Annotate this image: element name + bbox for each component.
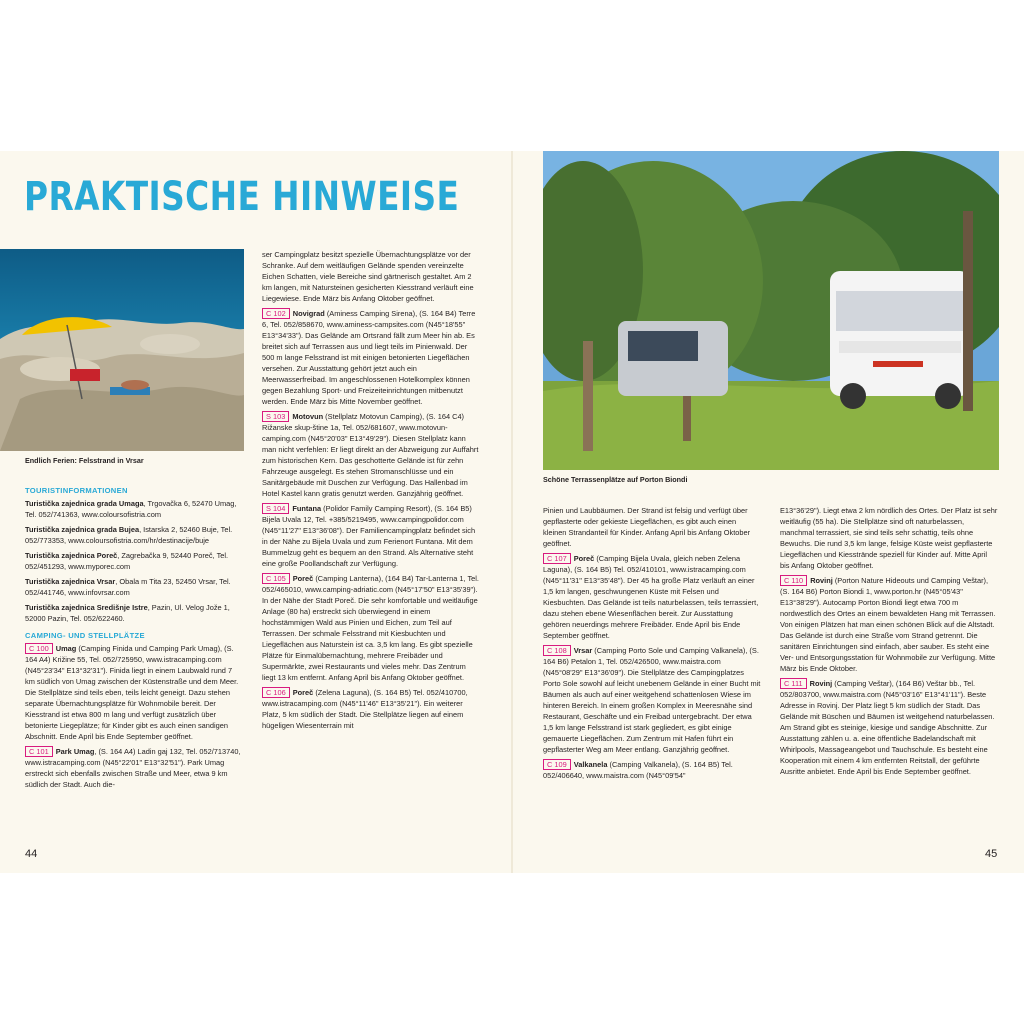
beach-photo [0, 249, 244, 451]
column-1 [25, 485, 243, 794]
camp-entry-c108: C 108 Vrsar (Camping Porto Sole und Camping Valkanela), (S. 164 B6) Petalon 1, Tel. 052/426500, www.maistra.com (N45°08'29" E13°36'09"). Die Stellplätze des Campingplatzes Porto Sole sowohl auf leicht unebenem Gelände in einer Bucht mit Bäumen als auch auf einer weitgehend schattenlosen Wiese im hinteren Bereich. In einem großen Komplex in Meeresnähe sind Restaurant, Geschäfte und ein Freibad untergebracht. Der etwa 1,5 km lange Felsstrand ist stark gegliedert, es gibt einige gemauerte Liegeflächen. Zum Zentrum mit Hafen führt ein gepflasterter Weg am Meer entlang. Ganzjährig geöffnet. [543, 646, 761, 754]
continued-text: E13°36'29"). Liegt etwa 2 km nördlich des Ortes. Der Platz ist sehr weitläufig (55 ha). Die Stellplätze sind oft naturbelassen, manchmal terrassiert, sie sind teils sehr schattig, teils ohne Bewuchs. Die rund 3,5 km lange, felsige Küste weist gepflasterte Liegeflächen und Kiesstrände speziell für Kinder auf. Mitte April bis Anfang Oktober geöffnet. [780, 506, 998, 570]
tourist-entry: Turistička zajednica grada Umaga, Trgovačka 6, 52470 Umag, Tel. 052/741363, www.coloursofistria.com [25, 499, 237, 519]
camp-entry-s104: S 104 Funtana (Polidor Family Camping Resort), (S. 164 B5) Bijela Uvala 12, Tel. +385/5219495, www.campingpolidor.com (N45°11'27" E13°36'08"). Der Familiencampingplatz befindet sich in der Nähe zu Bijela Uvala und zum Ferienort Funtana. Mit dem Bummelzug geht es bequem an den Strand. Als Alternative steht eine große Poollandschaft zur Verfügung. [262, 504, 476, 568]
camp-entry-c100: C 100 Umag (Camping Finida und Camping Park Umag), (S. 164 A4) Križine 55, Tel. 052/725950, www.istracamping.com (N45°23'34" E13°32'31"). Finida liegt in einem Laubwald rund 7 km südlich von Umag zwischen der Küstenstraße und dem Meer. Die Stellplätze sind teils eben, teils leicht geneigt. Dazu stehen separate Übernachtungsplätze für Wohnmobile bereit. Der Kiesstrand ist etwa 800 m lang und verfügt zusätzlich über betonierte Liegeplätze; für Kinder gibt es auch einen sandigen Abschnitt. Ende April bis Ende September geöffnet. [25, 644, 239, 741]
continued-text: Pinien und Laubbäumen. Der Strand ist felsig und verfügt über gepflasterte oder gekieste Liegeflächen, es gibt auch einen kleinen Strandanteil für Kinder. Anfang April bis Anfang Oktober geöffnet. [543, 506, 751, 548]
page-gutter [511, 151, 513, 873]
tourist-entry: Turistička zajednica Poreč, Zagrebačka 9, 52440 Poreč, Tel. 052/451293, www.myporec.com [25, 551, 229, 571]
photo2-caption: Schöne Terrassenplätze auf Porton Biondi [543, 475, 688, 484]
heading-camping: CAMPING- UND STELLPLÄTZE [25, 631, 145, 640]
column-3 [543, 505, 761, 785]
beach-illustration [0, 249, 244, 451]
camp-entry-c109: C 109 Valkanela (Camping Valkanela), (S. 164 B5) Tel. 052/406640, www.maistra.com (N45°09'54" [543, 760, 733, 780]
camp-entry-c107: C 107 Poreč (Camping Bijela Uvala, gleich neben Zelena Laguna), (S. 164 B5) Tel. 052/410101, www.istracamping.com (N45°11'31" E13°35'48"). Der 45 ha große Platz verläuft an einer 1,5 km langen, geschwungenen Küste mit Felsen und Kiesbuchten. Das Gelände ist teils naturbelassen, teils terrassiert, dazu stehen ebene Wiesenflächen bereit. Zur Ausstattung gehören neuerdings mehrere Freibäder. Ende April bis Ende September geöffnet. [543, 554, 759, 640]
camp-entry-c110: C 110 Rovinj (Porton Nature Hideouts und Camping Veštar), (S. 164 B6) Porton Biondi 1, www.porton.hr (N45°05'43" E13°38'29"). Autocamp Porton Biondi liegt etwa 700 m nordwestlich des Ortes an einem bewaldeten Hang mit Terrassen. Von einigen Plätzen hat man einen schönen Blick auf die Altstadt. Das Gelände ist durch eine Straße vom Strand getrennt. Die sanitären Einrichtungen sind einfach, aber sauber. Es steht eine Ver- und Entsorgungsstation für Wohnmobile zur Verfügung. Mitte März bis Ende Oktober. [780, 576, 996, 673]
continued-text: ser Campingplatz besitzt spezielle Übernachtungsplätze vor der Schranke. Auf dem weitläufigen Gelände spenden vereinzelte Eichen Schatten, viele Bereiche sind gärtnerisch gestaltet. Am 2 km langen, mit Natursteinen gesicherten Kiesstrand verläuft eine Liegewiese. Ende März bis Anfang Oktober geöffnet. [262, 250, 474, 303]
column-4 [780, 505, 998, 781]
camp-entry-c105: C 105 Poreč (Camping Lanterna), (164 B4) Tar-Lanterna 1, Tel. 052/465010, www.camping-adriatic.com (N45°17'50" E13°35'39"). In der Nähe der Stadt Poreč. Die sehr komfortable und weitläufige Anlage (80 ha) erstreckt sich überwiegend in einem hochstämmigen Wald aus Pinien und Eichen, zum Teil auf Terrassen. Der schmale Felsstrand mit Kiesbuchten und Liegeflächen aus Naturstein ist ca. 3,5 km lang. Es gibt spezielle Plätze für Einmalübernachtung, mehrere Freibäder und Supermärkte, zwei Restaurants und vieles mehr. Das Zentrum liegt 13 km entfernt. Anfang April bis Anfang Oktober geöffnet. [262, 574, 479, 682]
photo1-caption: Endlich Ferien: Felsstrand in Vrsar [25, 456, 144, 465]
camp-entry-c101: C 101 Park Umag, (S. 164 A4) Ladin gaj 132, Tel. 052/713740, www.istracamping.com (N45°22'01" E13°32'51"). Park Umag erstreckt sich ebenfalls zwischen Straße und Meer, etwa 9 km südlich der Stadt. Auch die- [25, 747, 241, 789]
camping-photo [543, 151, 999, 470]
page-title: PRAKTISCHE HINWEISE [24, 174, 460, 220]
camp-entry-c111: C 111 Rovinj (Camping Veštar), (164 B6) Veštar bb., Tel. 052/803700, www.maistra.com (N45°03'16" E13°41'11"). Beste Adresse in Rovinj. Der Platz liegt 5 km südlich der Stadt. Das Gelände mit Büschen und Bäumen ist weitgehend naturbelassen. Am Strand gibt es steinige, kiesige und sandige Abschnitte. Zur Ausstattung zählen u. a. eine öffentliche Badelandschaft mit Whirlpools, Massageangebot und Tauchschule. Es besteht eine Kooperation mit einem 4 km entfernten Reitstall, der geführte Ausritte anbietet. Ende April bis Ende September geöffnet. [780, 679, 995, 776]
tourist-entry: Turistička zajednica Vrsar, Obala m Tita 23, 52450 Vrsar, Tel. 052/441746, www.infovrsar.com [25, 577, 231, 597]
tourist-entry: Turistička zajednica grada Bujea, Istarska 2, 52460 Buje, Tel. 052/773353, www.coloursofistria.com/hr/destinacije/buje [25, 525, 233, 545]
heading-tourist-info: TOURISTINFORMATIONEN [25, 486, 128, 495]
page-number-left: 44 [25, 848, 38, 860]
camp-entry-s103: S 103 Motovun (Stellplatz Motovun Camping), (S. 164 C4) Rižanske skup-štine 1a, Tel. 052/681607, www.motovun-camping.com (N45°20'03" E13°49'29"). Diesen Stellplatz kann man nicht verfehlen: Er liegt direkt an der Abzweigung zur Auffahrt zum historischen Kern. Das geschotterte Gelände ist für zehn Fahrzeuge ausgelegt. Es stehen Stromanschlüsse und ein Sanitärgebäude mit Duschen zur Verfügung. Das Hallenbad im Hotel Kastel kann gratis genutzt werden. Ganzjährig geöffnet. [262, 412, 479, 498]
camp-entry-c106: C 106 Poreč (Zelena Laguna), (S. 164 B5) Tel. 052/410700, www.istracamping.com (N45°11'46" E13°35'21"). Ein weiterer Platz, 5 km südlich der Stadt. Die Stellplätze liegen auf einem hügeligen Wiesenterrain mit [262, 688, 468, 730]
camping-illustration [543, 151, 999, 470]
camp-entry-c102: C 102 Novigrad (Aminess Camping Sirena), (S. 164 B4) Terre 6, Tel. 052/858670, www.aminess-campsites.com (N45°18'55" E13°34'33"). Das Gelände am Ortsrand fällt zum Meer hin ab. Es breitet sich auf Terrassen aus und liegt teils im Pinienwald. Der 500 m lange Felsstrand ist mit einigen betonierten Liegeflächen versehen. Zur Ausstattung gehört jetzt auch ein Meerwasserfreibad. Im angeschlossenen Hotelkomplex können gegen Bezahlung Sport- und Freizeiteinrichtungen mitbenutzt werden. Ende März bis Mitte November geöffnet. [262, 309, 476, 406]
column-2 [262, 249, 480, 735]
page-number-right: 45 [985, 848, 998, 860]
book-spread [0, 151, 1024, 873]
tourist-entry: Turistička zajednica Središnje Istre, Pazin, Ul. Velog Jože 1, 52000 Pazin, Tel. 052/622460. [25, 603, 230, 623]
